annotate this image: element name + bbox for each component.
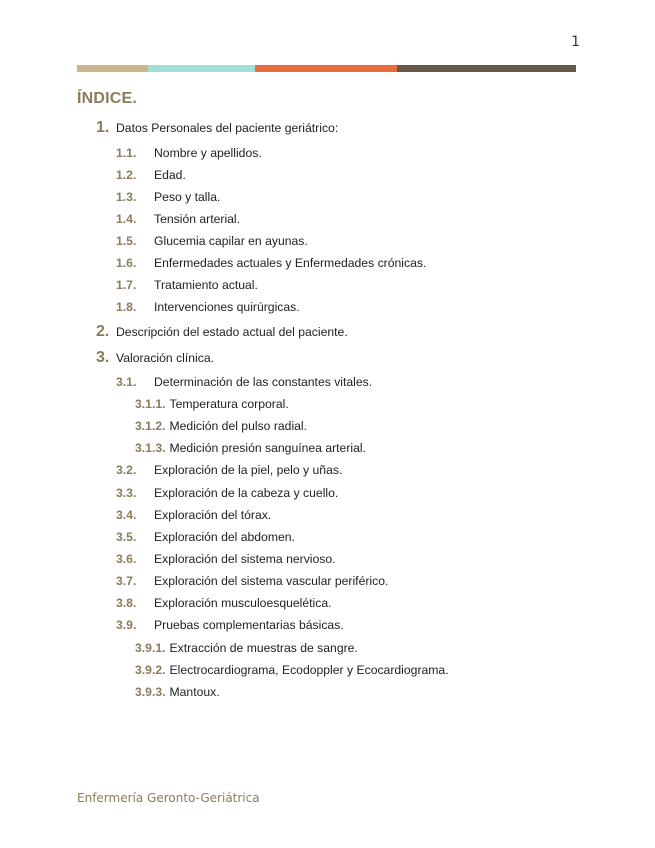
toc-entry[interactable] <box>96 323 348 341</box>
toc-entry[interactable] <box>135 419 307 433</box>
toc-entry-number: 3.5. <box>116 530 137 544</box>
toc-entry[interactable] <box>135 685 220 699</box>
toc-entry[interactable] <box>116 278 258 292</box>
toc-entry[interactable] <box>135 397 289 411</box>
toc-entry[interactable] <box>135 441 366 455</box>
toc-entry-text: Medición del pulso radial. <box>169 419 308 433</box>
toc-entry-text: Exploración de la piel, pelo y uñas. <box>154 463 343 477</box>
toc-entry-text: Valoración clínica. <box>116 351 214 365</box>
toc-entry-text: Enfermedades actuales y Enfermedades crónicas. <box>154 256 427 270</box>
toc-entry-number: 3. <box>96 349 110 366</box>
toc-entry[interactable] <box>116 300 300 314</box>
toc-entry[interactable] <box>116 146 262 160</box>
toc-entry-number: 3.3. <box>116 486 137 500</box>
toc-entry-text: Edad. <box>154 168 186 182</box>
toc-entry[interactable] <box>116 375 372 389</box>
toc-entry-text: Determinación de las constantes vitales. <box>154 375 373 389</box>
toc-entry-number: 1.4. <box>116 212 137 226</box>
page-number: 1 <box>571 34 580 50</box>
toc-entry[interactable] <box>116 463 342 477</box>
toc-entry[interactable] <box>135 663 449 677</box>
toc-entry-number: 3.6. <box>116 552 137 566</box>
toc-entry-text: Tensión arterial. <box>154 212 241 226</box>
page-footer: Enfermería Geronto-Geriátrica <box>77 791 260 805</box>
toc-entry[interactable] <box>96 119 338 137</box>
toc-entry-text: Tratamiento actual. <box>154 278 258 292</box>
toc-entry-number: 3.1.2. <box>135 419 166 433</box>
toc-entry-number: 2. <box>96 323 110 340</box>
toc-entry[interactable] <box>96 349 214 367</box>
toc-entry-number: 1.1. <box>116 146 137 160</box>
color-bar-segment-aqua <box>148 65 255 72</box>
toc-entry-text: Pruebas complementarias básicas. <box>154 618 344 632</box>
toc-entry-text: Exploración del abdomen. <box>154 530 295 544</box>
color-bar-segment-tan <box>77 65 148 72</box>
toc-entry-number: 1.5. <box>116 234 137 248</box>
color-bar-segment-orange <box>255 65 397 72</box>
toc-entry-number: 3.9. <box>116 618 137 632</box>
toc-entry-text: Peso y talla. <box>154 190 221 204</box>
toc-entry-number: 3.2. <box>116 463 137 477</box>
toc-entry[interactable] <box>116 234 308 248</box>
toc-entry-number: 3.1. <box>116 375 137 389</box>
toc-entry-text: Exploración del sistema nervioso. <box>154 552 336 566</box>
toc-entry[interactable] <box>116 574 388 588</box>
toc-entry-text: Intervenciones quirúrgicas. <box>154 300 300 314</box>
toc-entry-number: 1.8. <box>116 300 137 314</box>
toc-entry-text: Extracción de muestras de sangre. <box>169 641 358 655</box>
toc-entry-text: Descripción del estado actual del paciente. <box>116 325 348 339</box>
toc-entry[interactable] <box>116 212 240 226</box>
toc-entry-text: Datos Personales del paciente geriátrico: <box>116 121 339 135</box>
toc-entry[interactable] <box>116 618 344 632</box>
toc-entry-number: 3.4. <box>116 508 137 522</box>
toc-entry[interactable] <box>116 596 332 610</box>
toc-entry-number: 3.9.1. <box>135 641 166 655</box>
toc-entry-text: Electrocardiograma, Ecodoppler y Ecocardiograma. <box>169 663 449 677</box>
toc-entry-text: Exploración del sistema vascular periférico. <box>154 574 389 588</box>
toc-entry-number: 1.7. <box>116 278 137 292</box>
toc-entry-number: 1.2. <box>116 168 137 182</box>
toc-entry-number: 1.3. <box>116 190 137 204</box>
toc-entry[interactable] <box>116 486 338 500</box>
toc-entry-number: 1. <box>96 119 110 136</box>
toc-entry[interactable] <box>116 190 220 204</box>
toc-entry-number: 3.1.1. <box>135 397 166 411</box>
toc-entry-number: 3.9.3. <box>135 685 166 699</box>
color-bar-segment-brown <box>397 65 576 72</box>
toc-entry-text: Mantoux. <box>169 685 220 699</box>
toc-entry-number: 3.8. <box>116 596 137 610</box>
toc-entry[interactable] <box>116 530 295 544</box>
toc-entry-text: Exploración de la cabeza y cuello. <box>154 486 339 500</box>
toc-entry-text: Medición presión sanguínea arterial. <box>169 441 366 455</box>
toc-entry-text: Exploración musculoesquelética. <box>154 596 332 610</box>
toc-entry-number: 3.1.3. <box>135 441 166 455</box>
toc-entry[interactable] <box>135 641 358 655</box>
toc-entry[interactable] <box>116 552 336 566</box>
toc-entry-text: Glucemia capilar en ayunas. <box>154 234 308 248</box>
toc-entry-text: Temperatura corporal. <box>169 397 289 411</box>
toc-entry[interactable] <box>116 508 271 522</box>
toc-entry[interactable] <box>116 168 186 182</box>
toc-entry-number: 1.6. <box>116 256 137 270</box>
header-color-bar <box>77 65 576 72</box>
toc-entry[interactable] <box>116 256 426 270</box>
toc-entry-text: Nombre y apellidos. <box>154 146 262 160</box>
toc-entry-number: 3.7. <box>116 574 137 588</box>
toc-entry-text: Exploración del tórax. <box>154 508 272 522</box>
index-title: ÍNDICE. <box>77 90 138 107</box>
toc-entry-number: 3.9.2. <box>135 663 166 677</box>
